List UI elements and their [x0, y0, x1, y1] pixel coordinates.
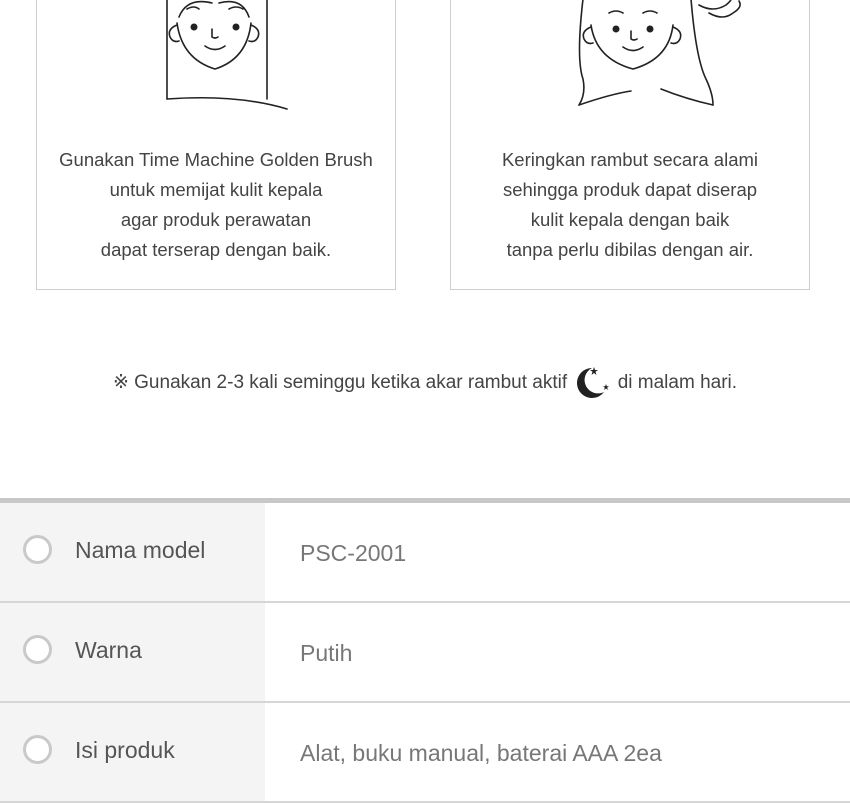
spec-value: Alat, buku manual, baterai AAA 2ea: [300, 740, 662, 766]
spec-value: Putih: [300, 640, 353, 666]
step-caption: [451, 145, 809, 265]
spec-label: Nama model: [75, 537, 206, 563]
usage-note: [0, 366, 850, 400]
step-card-dry: [450, 0, 810, 290]
caption-line: tanpa perlu dibilas dengan air.: [506, 239, 754, 260]
step-caption: [37, 145, 395, 265]
spec-label: Warna: [75, 637, 142, 663]
caption-line: sehingga produk dapat diserap: [502, 179, 758, 200]
face-illustration-icon: [37, 0, 397, 119]
caption-line: Gunakan Time Machine Golden Brush: [59, 149, 373, 170]
radio-button[interactable]: [23, 635, 52, 664]
radio-button[interactable]: [23, 535, 52, 564]
step-card-massage: [36, 0, 396, 290]
spec-row: [0, 503, 850, 603]
spec-row: [0, 603, 850, 703]
caption-line: untuk memijat kulit kepala: [109, 179, 323, 200]
spec-row: [0, 703, 850, 803]
caption-line: agar produk perawatan: [120, 209, 312, 230]
spec-table: [0, 498, 850, 803]
usage-note-text: ※ Gunakan 2-3 kali seminggu ketika akar rambut aktif: [112, 372, 568, 394]
caption-line: dapat terserap dengan baik.: [100, 239, 332, 260]
spec-label: Isi produk: [75, 737, 175, 763]
usage-note-text-end: di malam hari.: [617, 372, 738, 394]
face-with-wind-illustration-icon: [451, 0, 811, 119]
caption-line: Keringkan rambut secara alami: [501, 149, 759, 170]
spec-value: PSC-2001: [300, 540, 407, 566]
moon-stars-icon: [574, 366, 610, 400]
caption-line: kulit kepala dengan baik: [530, 209, 730, 230]
